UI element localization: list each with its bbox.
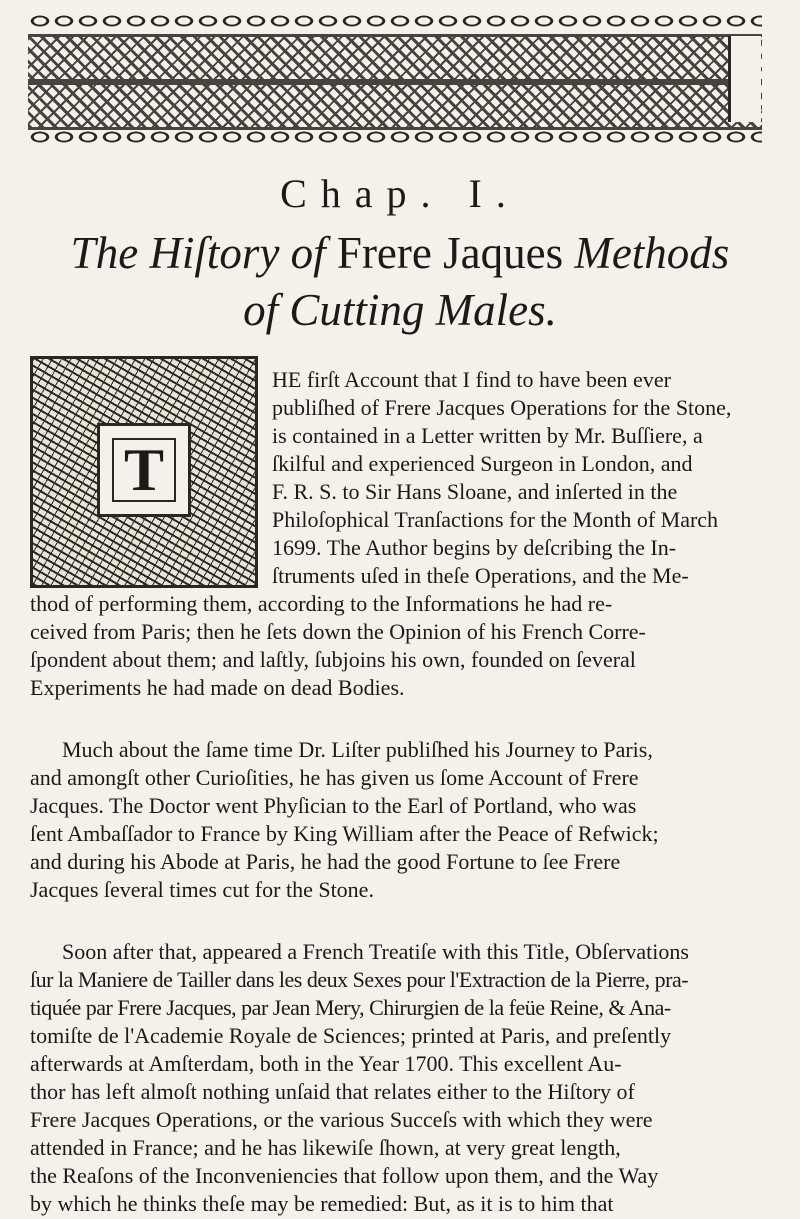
body-line: ſur la Maniere de Tailler dans les deux Sexes pour l'Extraction de la Pierre, pra-: [30, 967, 689, 992]
body-line: ſtruments uſed in theſe Operations, and the Me-: [272, 563, 689, 588]
body-line: F. R. S. to Sir Hans Sloane, and inſerted in the: [272, 479, 678, 504]
ornament-end-cap: [728, 36, 761, 122]
chain-border-bottom: [28, 126, 762, 148]
body-line: Much about the ſame time Dr. Liſter publiſhed his Journey to Paris,: [62, 737, 653, 762]
body-line: ſkilful and experienced Surgeon in London, and: [272, 451, 693, 476]
chain-border-top: [28, 10, 762, 32]
body-line: tiquée par Frere Jacques, par Jean Mery, Chirurgien de la feüe Reine, & Ana-: [30, 995, 671, 1020]
body-line: Soon after that, appeared a French Treatiſe with this Title, Obſervations: [62, 939, 689, 964]
body-line: ſpondent about them; and laſtly, ſubjoins his own, founded on ſeveral: [30, 647, 636, 672]
body-line: the Reaſons of the Inconveniencies that follow upon them, and the Way: [30, 1163, 659, 1188]
body-line: publiſhed of Frere Jacques Operations for the Stone,: [272, 395, 732, 420]
title-part-name: Frere Jaques: [336, 228, 564, 278]
body-line: 1699. The Author begins by deſcribing the In-: [272, 535, 677, 560]
chapter-title-line-2: of Cutting Males.: [243, 285, 557, 335]
header-ornament: [28, 10, 762, 148]
body-line: and during his Abode at Paris, he had the good Fortune to ſee Frere: [30, 849, 621, 874]
body-line: thod of performing them, according to the Informations he had re-: [30, 591, 613, 616]
title-part-history: The Hiſtory of: [70, 228, 326, 278]
title-part-methods: Methods: [574, 228, 730, 278]
initial-frame: [97, 423, 191, 517]
body-line: Philoſophical Tranſactions for the Month of March: [272, 507, 719, 532]
body-line: afterwards at Amſterdam, both in the Year 1700. This excellent Au-: [30, 1051, 622, 1076]
body-line: Experiments he had made on dead Bodies.: [30, 675, 405, 700]
drop-cap-letter: T: [112, 438, 176, 502]
body-line: Frere Jacques Operations, or the various Succeſs with which they were: [30, 1107, 653, 1132]
body-line: ſent Ambaſſador to France by King William after the Peace of Refwick;: [30, 821, 659, 846]
body-line: is contained in a Letter written by Mr. Buſſiere, a: [272, 423, 703, 448]
body-line: and amongſt other Curioſities, he has given us ſome Account of Frere: [30, 765, 639, 790]
fleuron-band: [28, 34, 762, 130]
chapter-heading: Chap. I.: [280, 171, 520, 216]
body-line: tomiſte de l'Academie Royale de Sciences; printed at Paris, and preſently: [30, 1023, 672, 1048]
chapter-title-line-1: [0, 225, 800, 281]
body-line: by which he thinks theſe may be remedied: But, as it is to him that: [30, 1191, 614, 1216]
body-line: ceived from Paris; then he ſets down the Opinion of his French Corre-: [30, 619, 646, 644]
body-line: attended in France; and he has likewiſe ſhown, at very great length,: [30, 1135, 621, 1160]
body-line: HE firſt Account that I find to have been ever: [272, 367, 671, 392]
body-line: Jacques. The Doctor went Phyſician to the Earl of Portland, who was: [30, 793, 637, 818]
body-line: Jacques ſeveral times cut for the Stone.: [30, 877, 374, 902]
ornamental-initial-icon: [30, 356, 258, 588]
body-line: thor has left almoſt nothing unſaid that relates either to the Hiſtory of: [30, 1079, 635, 1104]
